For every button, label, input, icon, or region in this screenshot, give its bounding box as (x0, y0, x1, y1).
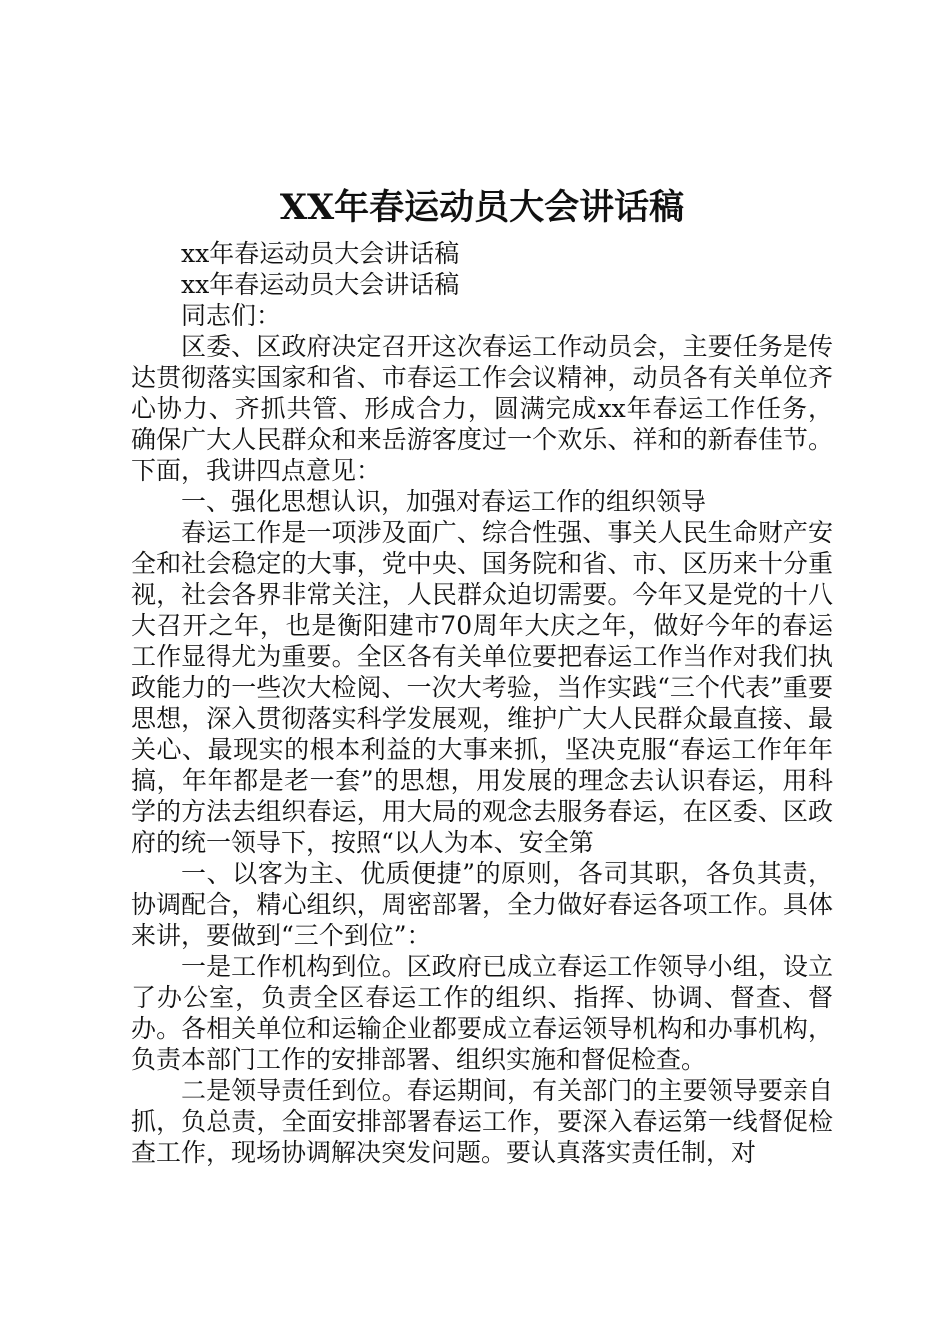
document-body (131, 180, 833, 1168)
paragraph-section-1: 春运工作是一项涉及面广、综合性强、事关人民生命财产安全和社会稳定的大事，党中央、国务院和省、市、区历来十分重视，社会各界非常关注，人民群众迫切需要。今年又是党的十八大召开之年，也是衡阳建市70周年大庆之年，做好今年的春运工作显得尤为重要。全区各有关单位要把春运工作当作对我们执政能力的一些次大检阅、一次大考验，当作实践“三个代表”重要思想，深入贯彻落实科学发展观，维护广大人民群众最直接、最关心、最现实的根本利益的大事来抓，坚决克服“春运工作年年搞，年年都是老一套”的思想，用发展的理念去认识春运，用科学的方法去组织春运，用大局的观念去服务春运，在区委、区政府的统一领导下，按照“以人为本、安全第 (131, 518, 833, 857)
document-title: XX年春运动员大会讲话稿 (279, 187, 685, 228)
paragraph-point-2: 二是领导责任到位。春运期间，有关部门的主要领导要亲自抓，负总责，全面安排部署春运工作，要深入春运第一线督促检查工作，现场协调解决突发问题。要认真落实责任制，对 (131, 1076, 833, 1167)
paragraph-salutation: 同志们： (181, 301, 282, 330)
paragraph-intro: 区委、区政府决定召开这次春运工作动员会，主要任务是传达贯彻落实国家和省、市春运工作会议精神，动员各有关单位齐心协力、齐抓共管、形成合力，圆满完成xx年春运工作任务，确保广大人民群众和来岳游客度过一个欢乐、祥和的新春佳节。下面，我讲四点意见： (131, 332, 833, 485)
section-heading-1: 一、强化思想认识，加强对春运工作的组织领导 (181, 487, 707, 516)
paragraph-point-1: 一是工作机构到位。区政府已成立春运工作领导小组，设立了办公室，负责全区春运工作的组织、指挥、协调、督查、督办。各相关单位和运输企业都要成立春运领导机构和办事机构，负责本部门工作的安排部署、组织实施和督促检查。 (131, 952, 833, 1074)
paragraph-subtitle-1: xx年春运动员大会讲话稿 (181, 239, 460, 268)
paragraph-principle: 一、以客为主、优质便捷”的原则，各司其职，各负其责，协调配合，精心组织，周密部署，全力做好春运各项工作。具体来讲，要做到“三个到位”： (131, 859, 833, 950)
paragraph-subtitle-2: xx年春运动员大会讲话稿 (181, 270, 460, 299)
